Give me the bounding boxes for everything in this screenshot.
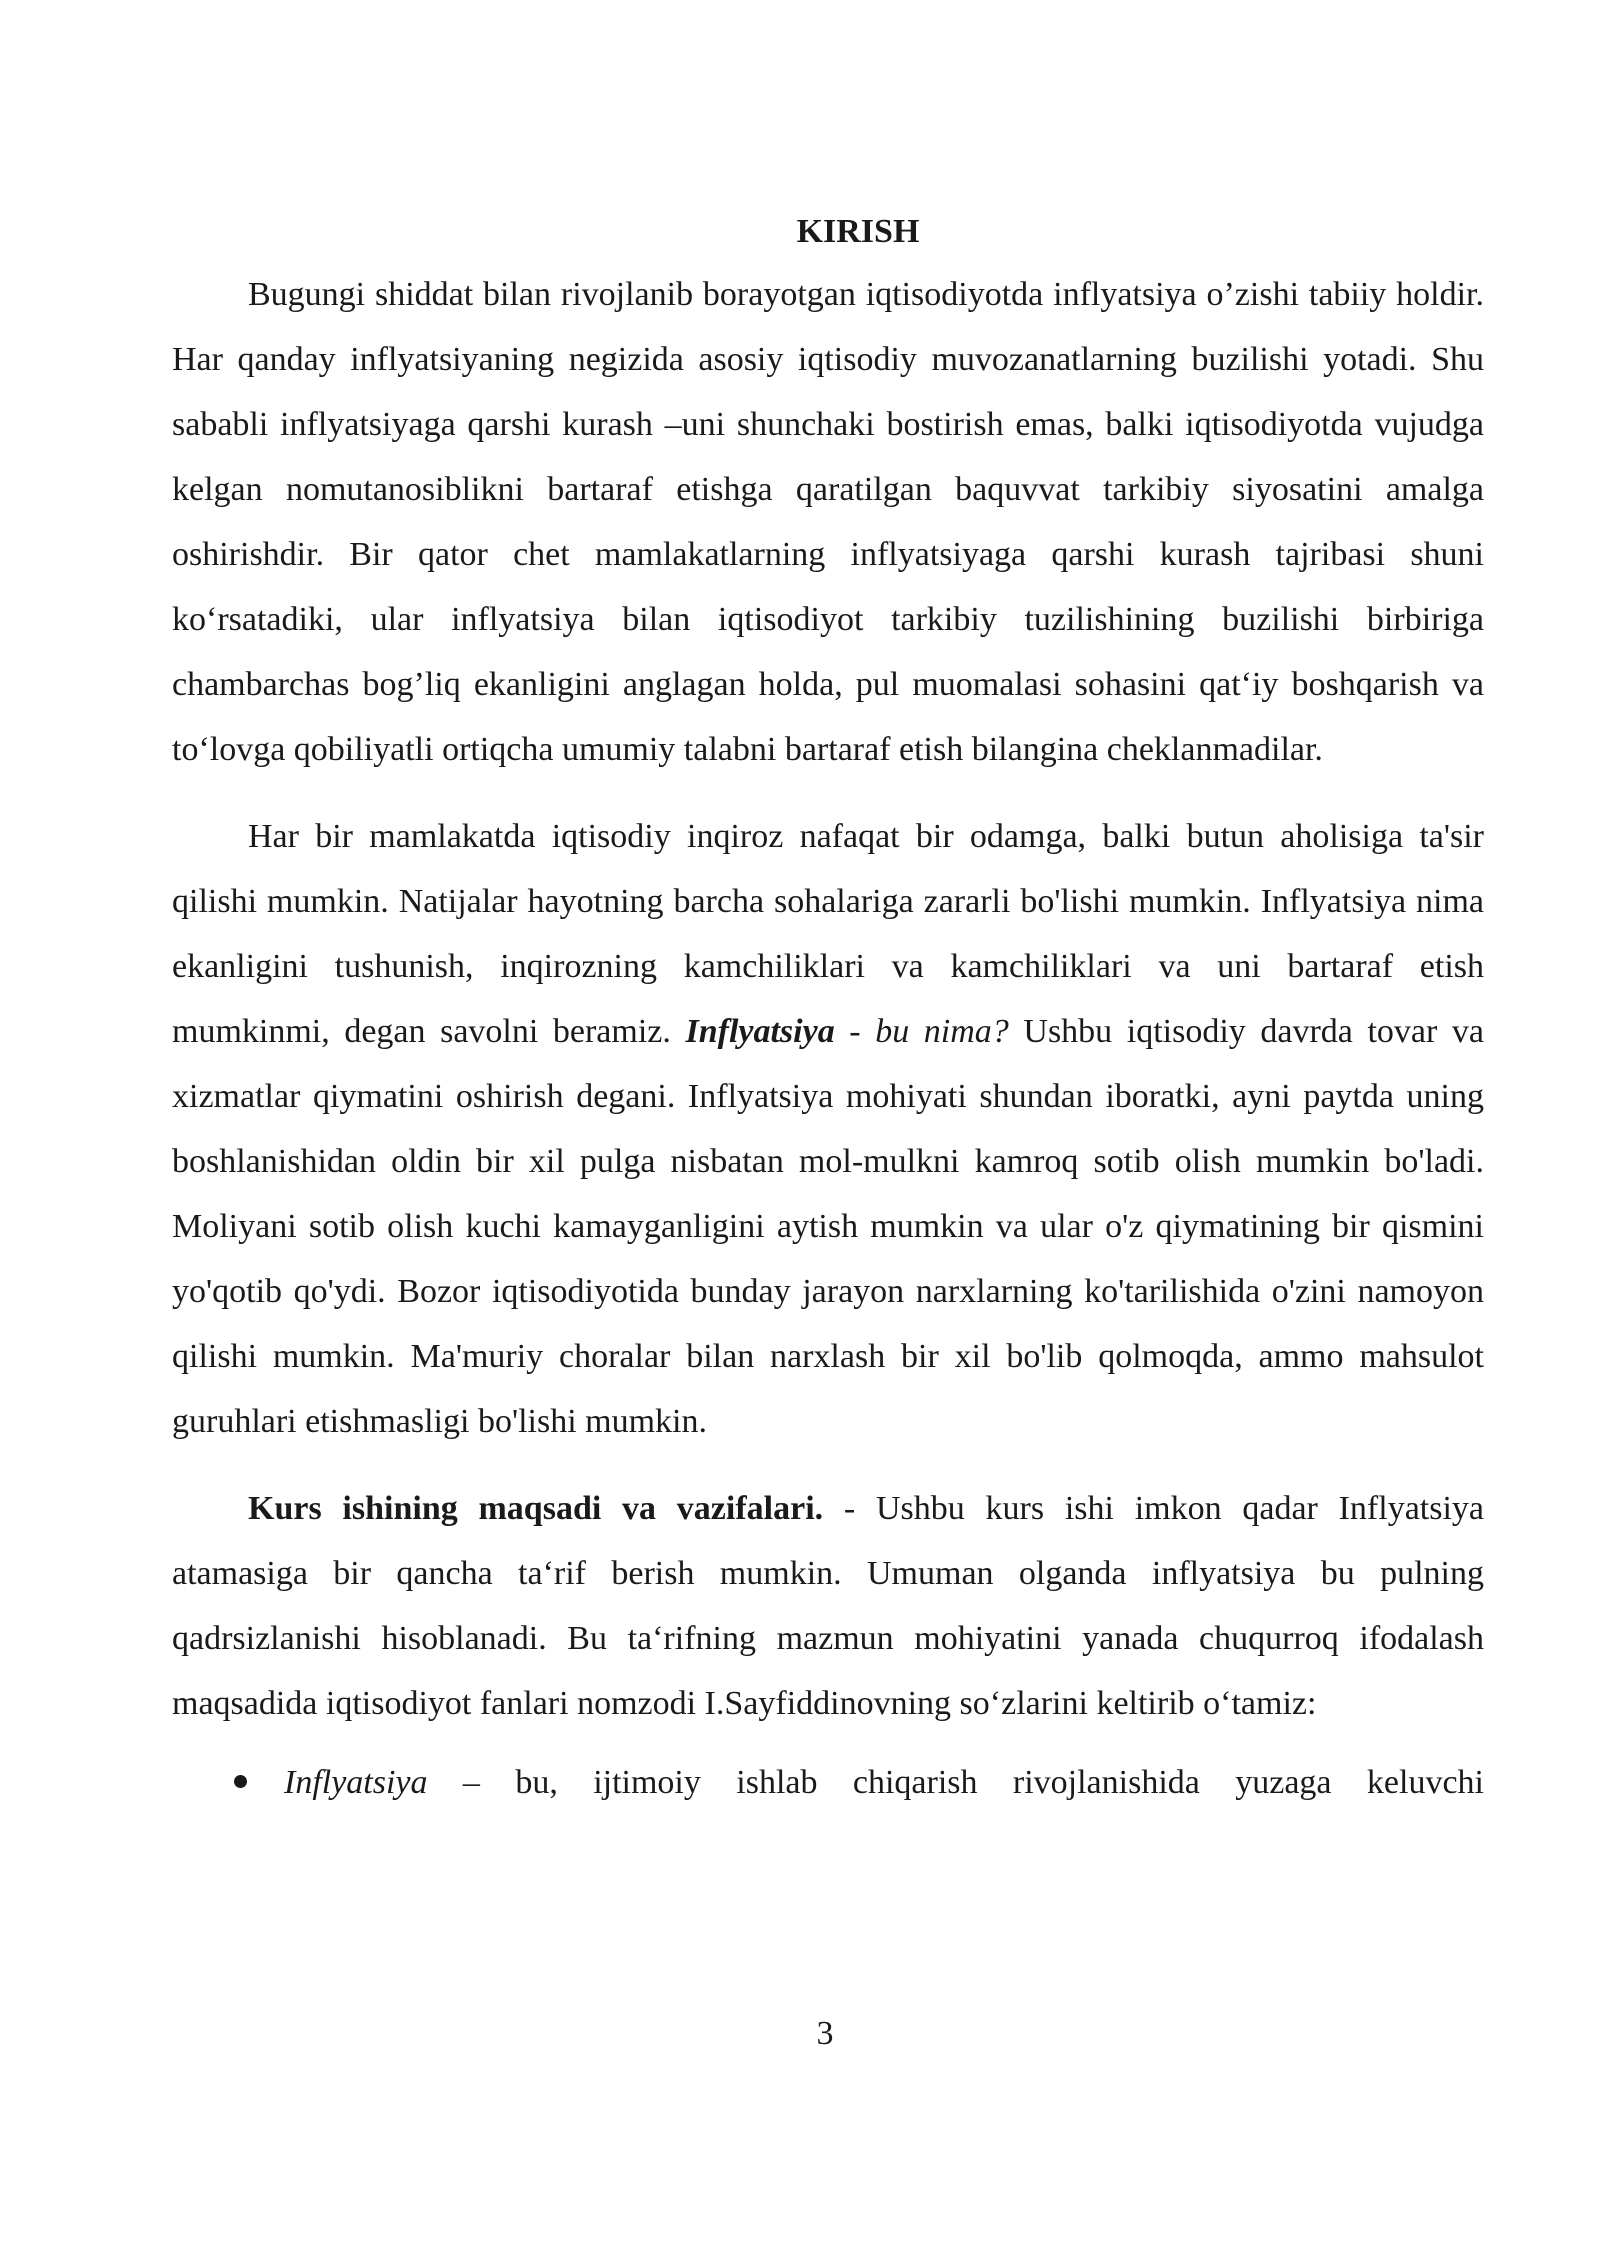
paragraph-text-before: Har bir mamlakatda iqtisodiy inqiroz nafaqat bir odamga, balki butun aholisiga ta'sir qilishi mumkin. Natijalar hayotning barcha sohalariga zararli bo'lishi mumkin. Inflyatsiya nima ekanligini tushunish, inqirozning kamchiliklari va kamchiliklari va uni bartaraf etish mumkinmi, degan savolni beramiz. [172,818,1484,1050]
bullet-icon [234,1775,247,1788]
term-inflyatsiya: Inflyatsiya [685,1013,835,1050]
intro-paragraph: Bugungi shiddat bilan rivojlanib borayotgan iqtisodiyotda inflyatsiya o’zishi tabiiy holdir. Har qanday inflyatsiyaning negizida asosiy iqtisodiy muvozanatlarning buzilishi yotadi. Shu sababli inflyatsiyaga qarshi kurash –uni shunchaki bostirish emas, balki iqtisodiyotda vujudga kelgan nomutanosiblikni bartaraf etishga qaratilgan baquvvat tarkibiy siyosatini amalga oshirishdir. Bir qator chet mamlakatlarning inflyatsiyaga qarshi kurash tajribasi shuni ko‘rsatadiki, ular inflyatsiya bilan iqtisodiyot tarkibiy tuzilishining buzilishi birbiriga chambarchas bog’liq ekanligini anglagan holda, pul muomalasi sohasini qat‘iy boshqarish va to‘lovga qobiliyatli ortiqcha umumiy talabni bartaraf etish bilangina cheklanmadilar. [172,276,1484,768]
page-number: 3 [816,2015,834,2052]
bullet-term: Inflyatsiya [284,1764,428,1801]
list-item [172,1750,1484,1815]
page-content [172,212,1484,1815]
goals-heading: Kurs ishining maqsadi va vazifalari. [248,1490,824,1527]
section-title: KIRISH [796,213,920,250]
course-goals-paragraph [172,1476,1484,1736]
goals-text: - Ushbu kurs ishi imkon qadar Inflyatsiya atamasiga bir qancha ta‘rif berish mumkin. Umuman olganda inflyatsiya bu pulning qadrsizlanishi hisoblanadi. Bu ta‘rifning mazmun mohiyatini yanada chuqurroq ifodalash maqsadida iqtisodiyot fanlari nomzodi I.Sayfiddinovning so‘zlarini keltirib o‘tamiz: [172,1490,1485,1722]
definition-list [172,1750,1484,1815]
paragraph-text-after: Ushbu iqtisodiy davrda tovar va xizmatlar qiymatini oshirish degani. Inflyatsiya mohiyati shundan iboratki, ayni paytda uning boshlanishidan oldin bir xil pulga nisbatan mol-mulkni kamroq sotib olish mumkin bo'ladi. Moliyani sotib olish kuchi kamayganligini aytish mumkin va ular o'z qiymatining bir qismini yo'qotib qo'ydi. Bozor iqtisodiyotida bunday jarayon narxlarning ko'tarilishida o'zini namoyon qilishi mumkin. Ma'muriy choralar bilan narxlash bir xil bo'lib qolmoqda, ammo mahsulot guruhlari etishmasligi bo'lishi mumkin. [172,1013,1484,1440]
bullet-text: – bu, ijtimoiy ishlab chiqarish rivojlanishida yuzaga keluvchi [427,1764,1484,1801]
inflation-definition-paragraph [172,804,1484,1454]
question-text: - bu nima? [834,1013,1009,1050]
